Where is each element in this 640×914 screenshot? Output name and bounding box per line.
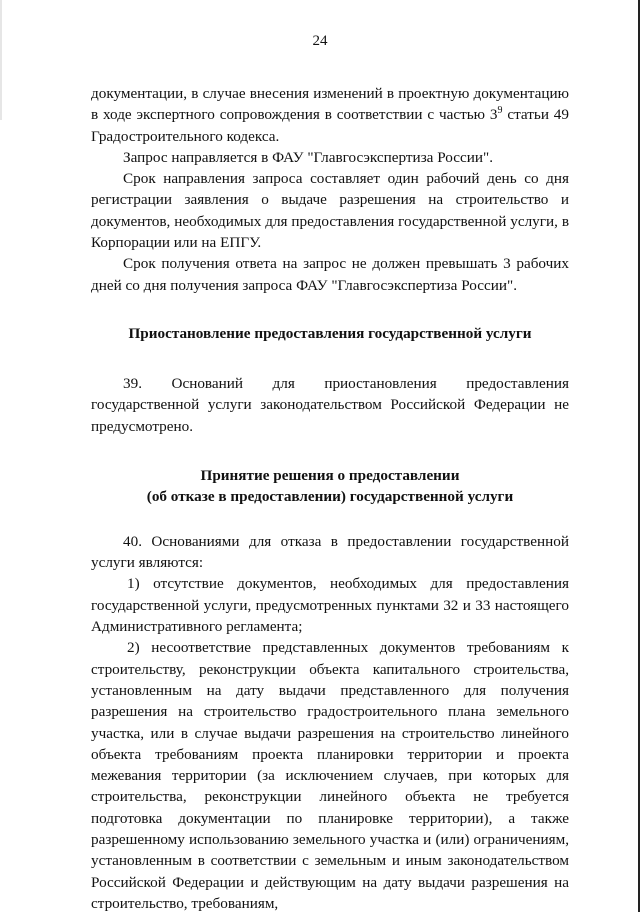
paragraph-39: 39. Оснований для приостановления предоставления государственной услуги законодательством Российской Федерации не предусмотрено. (91, 374, 569, 435)
page-number: 24 (312, 33, 328, 49)
paragraph-response-deadline: Срок получения ответа на запрос не должен превышать 3 рабочих дней со дня получения запроса ФАУ "Главгосэкспертиза России". (91, 255, 569, 294)
paragraph-request-deadline: Срок направления запроса составляет один рабочий день со дня регистрации заявления о выдаче разрешения на строительство и документов, необходимых для предоставления государственной услуги, в Корпорации или на ЕПГУ. (91, 170, 569, 252)
heading-line: (об отказе в предоставлении) государственной услуги (146, 487, 514, 505)
list-item-1: 1) отсутствие документов, необходимых для предоставления государственной услуги, предусмотренных пунктами 32 и 33 настоящего Административного регламента; (91, 575, 569, 636)
scan-edge-left (0, 0, 2, 120)
document-body (91, 83, 569, 914)
section-heading-decision (91, 465, 569, 507)
paragraph-continuation (91, 83, 569, 147)
paragraph-text: статьи 49 Градостроительного кодекса. (91, 106, 569, 145)
superscript: 9 (497, 105, 503, 117)
paragraph-text: документации, в случае внесения изменений в проектную документацию в ходе экспертного сопровождения в соответствии с частью 3 (91, 85, 569, 124)
paragraph-40: 40. Основаниями для отказа в предоставлении государственной услуги являются: (91, 532, 569, 572)
heading-line: Принятие решения о предоставлении (200, 466, 460, 484)
list-item-2: 2) несоответствие представленных документов требованиям к строительству, реконструкции объекта капитального строительства, установленным на дату выдачи представленного для получения разрешения на строительство градостроительного плана земельного участка, или в случае выдачи разрешения на строительство линейного объекта требованиям проекта планировки территории и проекта межевания территории (за исключением случаев, при которых для строительства, реконструкции линейного объекта не требуется подготовка документации по планировке территории), а также разрешенному использованию земельного участка и (или) ограничениям, установленным в соответствии с земельным и иным законодательством Российской Федерации и действующим на дату выдачи разрешения на строительство, требованиям, (91, 639, 569, 912)
section-heading-suspension: Приостановление предоставления государственной услуги (128, 324, 532, 342)
paragraph-request-target: Запрос направляется в ФАУ "Главгосэкспертиза России". (123, 148, 493, 166)
